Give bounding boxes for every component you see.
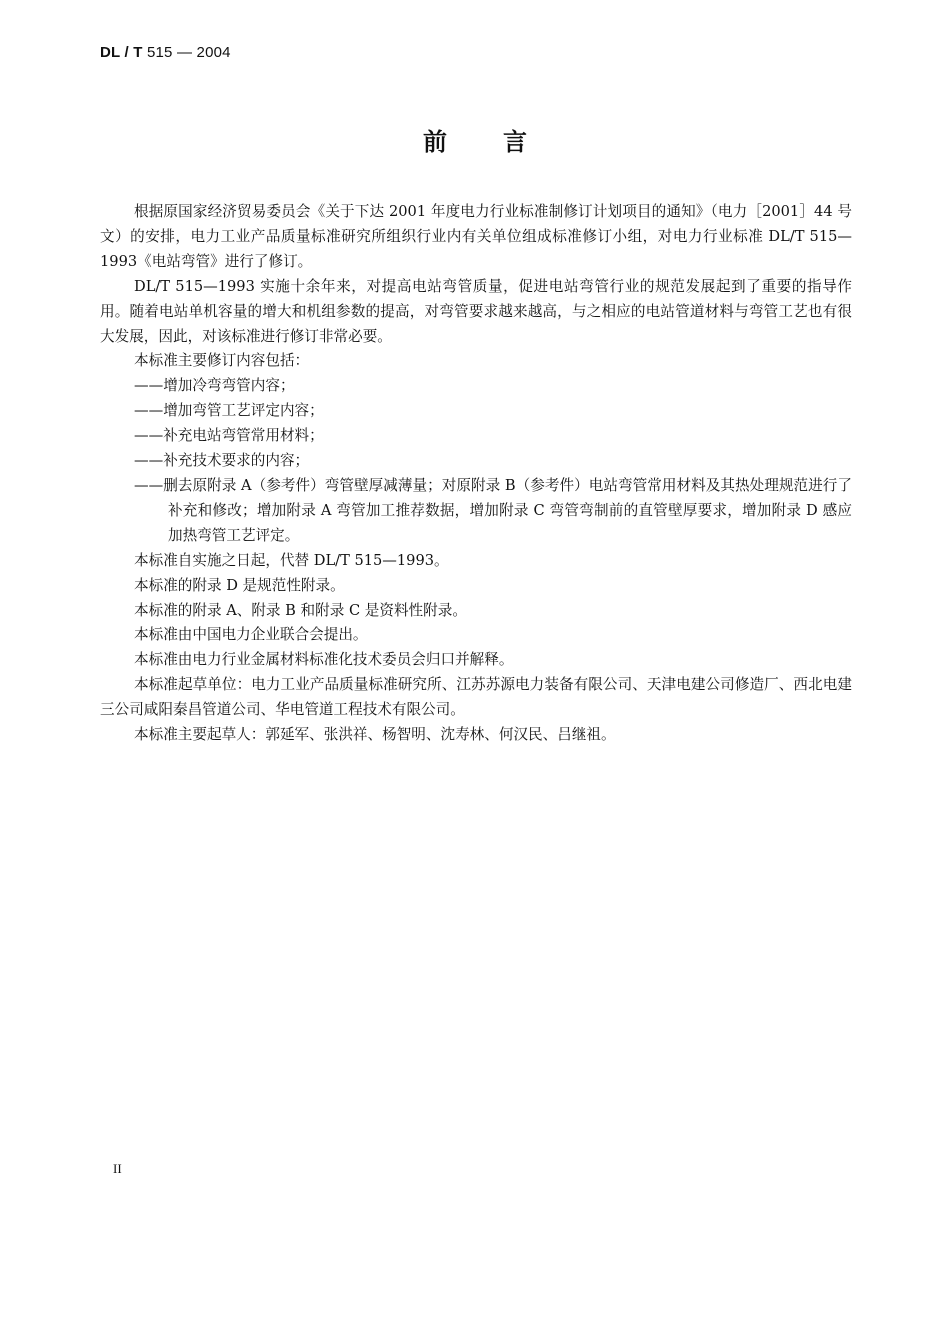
document-header: [100, 44, 231, 61]
revision-item: ——增加弯管工艺评定内容；: [134, 402, 324, 420]
paragraph-normative-annex: 本标准的附录 D 是规范性附录。: [134, 576, 345, 594]
standard-number: 515 — 2004: [146, 44, 231, 61]
paragraph-replaces: 本标准自实施之日起，代替 DL/T 515—1993。: [134, 551, 449, 569]
page-number: II: [113, 1161, 122, 1176]
revision-item: ——补充技术要求的内容；: [134, 452, 310, 470]
title-char-1: 前: [423, 128, 447, 156]
paragraph-background: DL/T 515—1993 实施十余年来，对提高电站弯管质量，促进电站弯管行业的规范发展起到了重要的指导作用。随着电站单机容量的增大和机组参数的提高，对弯管要求越来越高，与之相应的电站管道材料与弯管工艺也有很大发展，因此，对该标准进行修订非常必要。: [100, 277, 852, 345]
page-title: [0, 122, 950, 157]
paragraph-origin: 根据原国家经济贸易委员会《关于下达 2001 年度电力行业标准制修订计划项目的通知》（电力［2001］44 号文）的安排，电力工业产品质量标准研究所组织行业内有关单位组成标准修订小组，对电力行业标准 DL/T 515—1993《电站弯管》进行了修订。: [100, 203, 852, 270]
paragraph-administrator: 本标准由电力行业金属材料标准化技术委员会归口并解释。: [134, 651, 514, 669]
standard-code: DL / T: [100, 44, 143, 61]
paragraph-drafting-units: 本标准起草单位：电力工业产品质量标准研究所、江苏苏源电力装备有限公司、天津电建公司修造厂、西北电建三公司咸阳秦昌管道公司、华电管道工程技术有限公司。: [100, 676, 852, 719]
revision-item: ——增加冷弯弯管内容；: [134, 377, 295, 395]
preface-body: [100, 200, 852, 748]
revision-item: ——删去原附录 A（参考件）弯管壁厚减薄量；对原附录 B（参考件）电站弯管常用材料及其热处理规范进行了补充和修改；增加附录 A 弯管加工推荐数据，增加附录 C 弯管弯制前的直管壁厚要求，增加附录 D 感应加热弯管工艺评定。: [134, 476, 852, 544]
paragraph-informative-annex: 本标准的附录 A、附录 B 和附录 C 是资料性附录。: [134, 601, 467, 619]
title-char-2: 言: [503, 128, 527, 156]
paragraph-proposer: 本标准由中国电力企业联合会提出。: [134, 626, 368, 644]
revision-item: ——补充电站弯管常用材料；: [134, 427, 324, 445]
paragraph-revision-intro: 本标准主要修订内容包括：: [134, 352, 310, 370]
paragraph-drafters: 本标准主要起草人：郭延军、张洪祥、杨智明、沈寿林、何汉民、吕继祖。: [134, 726, 616, 744]
